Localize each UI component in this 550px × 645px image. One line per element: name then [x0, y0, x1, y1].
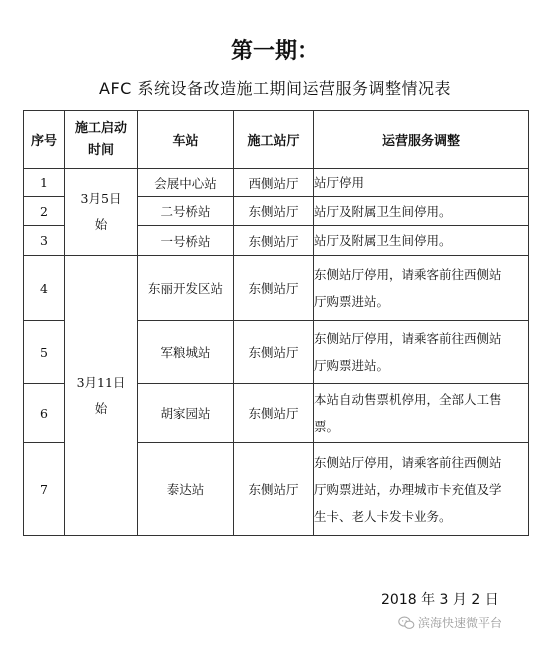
start-date-cell [65, 256, 138, 536]
adjust-line: 东侧站厅停用，请乘客前往西侧站 [314, 267, 502, 282]
watermark-text: 滨海快速微平台 [418, 616, 503, 630]
page-title: 第一期： [230, 39, 319, 64]
row-hall: 东侧站厅 [234, 256, 314, 321]
row-hall: 东侧站厅 [234, 321, 314, 384]
adjust-line: 厅购票进站，办理城市卡充值及学 [314, 481, 502, 497]
row-adjustment [314, 321, 529, 384]
header-start-time [65, 111, 138, 169]
start-date-line2: 始 [94, 400, 108, 416]
row-adjustment [314, 443, 529, 536]
start-date-line2: 始 [94, 217, 108, 232]
row-adjustment [314, 226, 529, 256]
row-adjustment [314, 169, 529, 197]
header-start-time-line2: 时间 [87, 142, 114, 158]
adjust-line: 厅购票进站。 [314, 294, 390, 309]
start-date-line1: 3月11日 [76, 374, 126, 390]
row-adjustment [314, 384, 529, 443]
row-station: 军粮城站 [138, 321, 234, 384]
row-hall: 东侧站厅 [234, 197, 314, 226]
adjust-line: 厅购票进站。 [314, 358, 390, 373]
row-station: 东丽开发区站 [138, 256, 234, 321]
row-seq: 1 [24, 169, 65, 197]
start-date-line1: 3月5日 [80, 191, 122, 206]
row-hall: 东侧站厅 [234, 443, 314, 536]
row-adjustment [314, 197, 529, 226]
row-station: 一号桥站 [138, 226, 234, 256]
adjust-line: 东侧站厅停用，请乘客前往西侧站 [314, 331, 502, 346]
row-station: 泰达站 [138, 443, 234, 536]
row-seq: 2 [24, 197, 65, 226]
watermark [398, 614, 502, 631]
row-hall: 东侧站厅 [234, 226, 314, 256]
adjust-line: 票。 [314, 419, 340, 434]
header-adjustment: 运营服务调整 [314, 111, 529, 169]
header-station: 车站 [138, 111, 234, 169]
row-hall: 西侧站厅 [234, 169, 314, 197]
table-row [24, 256, 529, 321]
row-adjustment [314, 256, 529, 321]
row-seq: 5 [24, 321, 65, 384]
row-seq: 7 [24, 443, 65, 536]
header-seq: 序号 [24, 111, 65, 169]
adjust-line: 本站自动售票机停用，全部人工售 [314, 392, 502, 407]
start-date-cell [65, 169, 138, 256]
row-station: 胡家园站 [138, 384, 234, 443]
row-station: 二号桥站 [138, 197, 234, 226]
row-hall: 东侧站厅 [234, 384, 314, 443]
adjust-line: 站厅及附属卫生间停用。 [314, 233, 452, 248]
table-subtitle: AFC 系统设备改造施工期间运营服务调整情况表 [99, 79, 451, 98]
header-start-time-line1: 施工启动 [74, 120, 127, 136]
row-seq: 3 [24, 226, 65, 256]
header-hall: 施工站厅 [234, 111, 314, 169]
row-seq: 6 [24, 384, 65, 443]
row-seq: 4 [24, 256, 65, 321]
wechat-icon [398, 616, 415, 630]
adjust-line: 生卡、老人卡发卡业务。 [314, 508, 452, 524]
adjustment-table [23, 110, 529, 536]
row-station: 会展中心站 [138, 169, 234, 197]
adjust-line: 东侧站厅停用，请乘客前往西侧站 [314, 454, 502, 470]
table-header-row [24, 111, 529, 169]
adjust-line: 站厅停用 [314, 175, 365, 190]
adjust-line: 站厅及附属卫生间停用。 [314, 203, 452, 219]
table-row [24, 169, 529, 197]
issue-date: 2018 年 3 月 2 日 [381, 592, 499, 608]
